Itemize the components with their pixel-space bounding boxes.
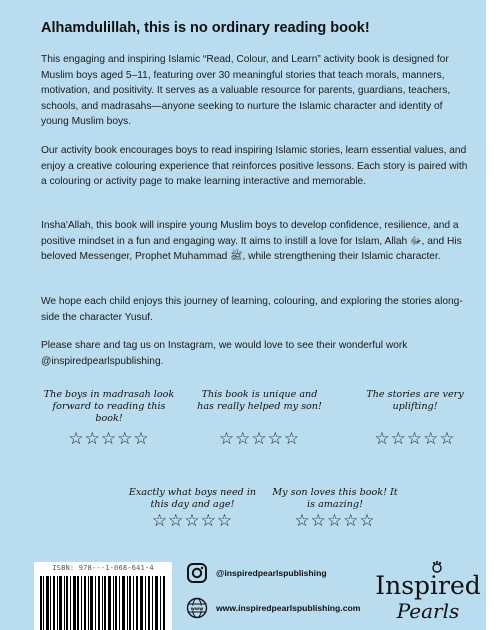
barcode <box>34 562 172 630</box>
review-quote: The stories are very uplifting! <box>366 389 464 413</box>
review-quote: This book is unique and has really helped my son! <box>197 389 322 413</box>
star-rating-icon: ☆☆☆☆☆ <box>294 511 376 531</box>
description-paragraph-2: Our activity book encourages boys to read inspiring Islamic stories, learn essential values, and enjoy a creative colouring experience that reinforces positive lessons. Each story is paired with a colouring or activity page to make learning interactive and memorable. <box>41 145 468 188</box>
star-rating-icon: ☆☆☆☆☆ <box>218 429 301 449</box>
review-quote: My son loves this book! It is amazing! <box>272 487 398 511</box>
star-rating-icon: ☆☆☆☆☆ <box>68 429 150 449</box>
globe-www-icon <box>186 597 208 619</box>
review-quote: Exactly what boys need in this day and age! <box>128 487 257 511</box>
svg-text:www: www <box>190 606 204 612</box>
isbn-number: ISBN: 978---1-068-641-4 <box>52 564 154 572</box>
instagram-icon <box>186 562 208 584</box>
logo-word-inspired: Inspired <box>375 571 481 600</box>
review-4 <box>125 487 260 542</box>
description-paragraph-1: This engaging and inspiring Islamic “Read, Colour, and Learn” activity book is designed for Muslim boys aged 5–11, featuring over 30 meaningful stories that teach morals, manners, motivation, and positivity. It serves as a valuable resource for parents, guardians, teachers, schools, and madrasahs—anyone seeking to nurture the Islamic character and identity of young Muslim boys. <box>41 54 451 128</box>
review-1 <box>38 389 180 459</box>
website-link[interactable] <box>186 597 360 619</box>
heading: Alhamdulillah, this is no ordinary reading book! <box>41 20 370 36</box>
review-2 <box>192 389 327 459</box>
review-quote: The boys in madrasah look forward to reading this book! <box>43 389 175 425</box>
instagram-link[interactable] <box>186 562 327 584</box>
review-3 <box>345 389 485 459</box>
description-paragraph-3: Insha'Allah, this book will inspire young Muslim boys to develop confidence, resilience, and a positive mindset in a fun and engaging way. It aims to instill a love for Islam, Allah ﷻ, and His beloved Messenger, Prophet Muhammad ﷺ, while strengthening their Islamic character. <box>41 220 462 263</box>
barcode-bars-icon <box>38 576 168 630</box>
logo-word-pearls: Pearls <box>396 599 460 623</box>
description-paragraph-5: Please share and tag us on Instagram, we would love to see their wonderful work @inspiredpearlspublishing. <box>41 340 408 367</box>
website-url: www.inspiredpearlspublishing.com <box>216 603 361 613</box>
review-5 <box>270 487 400 542</box>
star-rating-icon: ☆☆☆☆☆ <box>374 429 456 449</box>
description-paragraph-4: We hope each child enjoys this journey of learning, colouring, and exploring the stories along-side the character Yusuf. <box>41 296 463 323</box>
publisher-logo <box>372 558 484 630</box>
star-rating-icon: ☆☆☆☆☆ <box>151 511 234 531</box>
instagram-handle: @inspiredpearlspublishing <box>216 568 327 578</box>
